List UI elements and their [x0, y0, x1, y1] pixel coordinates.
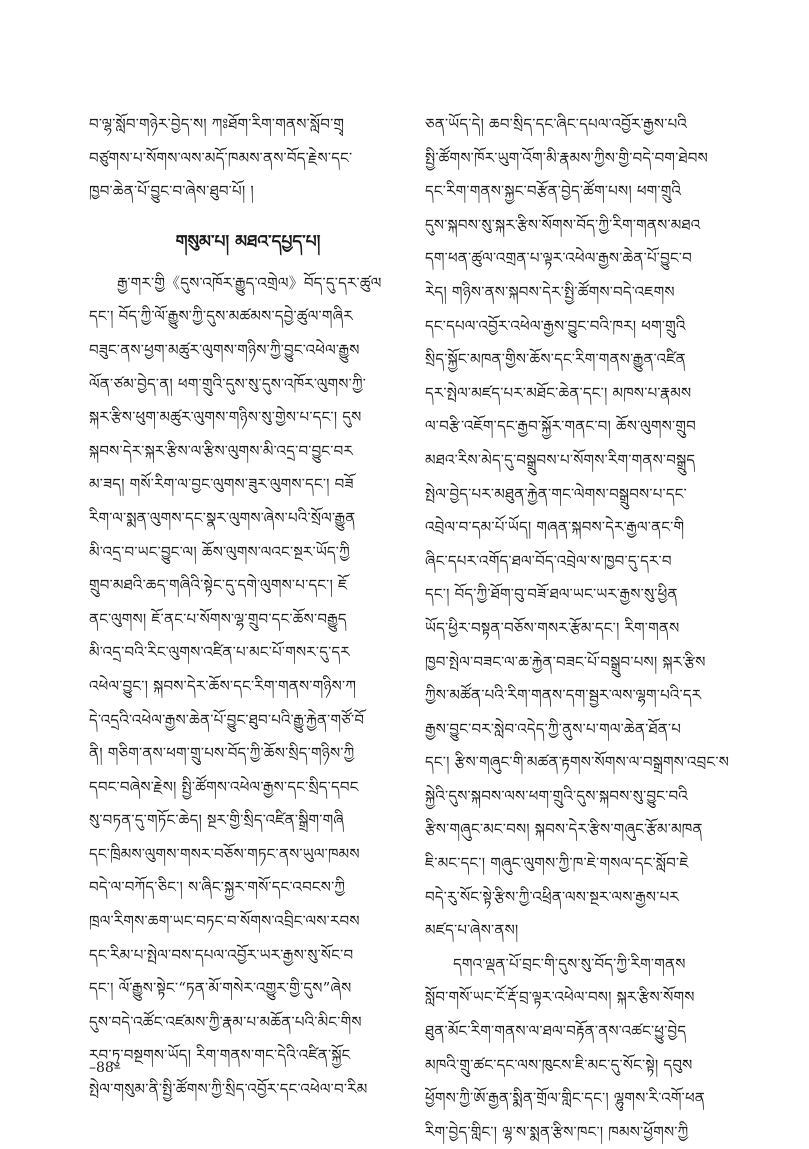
text-line: ཁྱབ་སྤེལ་བཟང་ལ་ཆ་རྐྱེན་བཟང་པོ་བསྒྲུབ་པས། སྐར་རྩིས: [425, 652, 706, 671]
text-line: དེ་འདྲའི་འཕེལ་རྒྱས་ཆེན་པོ་བྱུང་ཐུབ་པའི་རྒྱུ་རྐྱེན་གཙོ་བོ: [89, 710, 365, 729]
text-line: ཁྲལ་རིགས་ཆག་ཡང་བཏང་བ་སོགས་འབྲིང་ལས་རབས: [89, 912, 360, 931]
text-line: ནང་ལུགས། ཇོ་ནང་པ་སོགས་ལྷ་གྲུབ་དང་ཆོས་བརྒྱུད: [89, 609, 347, 628]
text-line: དབང་བཞེས་རྗེས། སྤྱི་ཚོགས་འཕེལ་རྒྱས་དང་སྲིད་དབང: [89, 777, 359, 796]
text-line: ནི། གཅིག་ནས་ཕག་གྲུ་པས་བོད་ཀྱི་ཆོས་སྲིད་གཉིས་ཀྱི: [89, 744, 355, 763]
text-line: དང་། རྩིས་གཞུང་གི་མཚན་རྟགས་སོགས་ལ་བསྒྲགས་འབྲང་ས: [425, 753, 730, 772]
text-line: བཙུགས་པ་སོགས་ལས་མདོ་ཁམས་ནས་བོད་རྗེས་དང་: [89, 148, 353, 167]
text-line: དང་དཔལ་འབྱོར་འཕེལ་རྒྱས་བྱུང་བའི་ཁར། ཕག་གྲུའི: [425, 316, 686, 335]
text-line: ལ་བརྩི་འཇོག་དང་རྒྱབ་སྐྱོར་གནང་བ། ཆོས་ལུགས་གྲུབ: [425, 417, 696, 436]
text-line: དང་རིག་གནས་སྐྱང་བརྩོན་བྱེད་ཚོག་པས། ཕག་གྲུའི: [425, 182, 682, 201]
text-line: མཛད་པ་ཞེས་ནས།: [425, 921, 519, 940]
text-line: གྲུབ་མཐའི་ཆད་གཞིའི་སྟེང་དུ་དགེ་ལུགས་པ་དང་། ཇོ: [89, 576, 348, 595]
text-line: དང་རིམ་པ་སྤེལ་བས་དཔལ་འབྱོར་ཡར་རྒྱས་སུ་སོང་བ: [89, 945, 354, 964]
text-line: དང་། བོད་ཀྱི་ཐོག་བུ་བཟོ་ཐལ་ཡང་ཡར་རྒྱས་སུ་ཕྱིན: [425, 585, 678, 604]
text-line: ཅན་ཡོད་དེ། ཆབ་སྲིད་དང་ཞིང་དཔལ་འབྱོར་རྒྱས་པའི: [425, 115, 688, 133]
text-line: རབ་ཏུ་བསྔགས་ཡོད། རིག་གནས་གང་དེའི་འཛིན་སྐྱོང: [89, 1046, 351, 1065]
text-line: རྒྱས་བྱུང་བར་སླེབ་འདེད་ཀྱི་ནུས་པ་གལ་ཆེན་ཐོན་པ: [425, 719, 682, 738]
text-line: དགའ་ལྡན་པོ་བྲང་གི་དུས་སུ་བོད་ཀྱི་རིག་གནས: [453, 954, 686, 973]
text-line: ཞིང་དཔར་འགོད་ཐལ་བོད་འབྲེལ་ས་ཁྱབ་དུ་དར་བ: [425, 551, 672, 570]
text-line: དག་ཕན་ཚུལ་འགྲན་པ་ལྟར་འཕེལ་རྒྱས་ཆེན་པོ་བྱུང་བ: [425, 249, 692, 268]
section-heading: གསུམ་པ། མཐའ་དཔྱད་པ།: [175, 231, 321, 252]
text-line: མ་ཟད། གསོ་རིག་ལ་བྱང་ལུགས་ཟུར་ལུགས་དང་། བཟོ: [89, 475, 354, 494]
right-column: [425, 108, 743, 1149]
text-line: མི་འདྲ་བ་ཡང་བྱུང་ལ། ཆོས་ལུགས་ལའང་སྔར་ཡོད་ཀྱི: [89, 542, 350, 561]
text-line: རྒྱ་གར་གྱི《དུས་འཁོར་རྒྱུད་འགྲེལ》བོད་དུ་དར་ཚུལ: [117, 273, 382, 292]
text-line: དར་སྤེལ་མཛད་པར་མཐོང་ཆེན་དང་། མཁས་པ་རྣམས: [425, 383, 692, 402]
text-line: མཁའི་གྲུ་ཚང་དང་ལས་ཁུངས་ཇི་མང་དུ་སོང་སྟེ། དབུས: [425, 1055, 693, 1074]
text-line: བཟུང་ནས་ཕྱག་མཚུར་ལུགས་གཉིས་ཀྱི་བྱུང་འཕེལ་རྒྱུས: [89, 340, 360, 359]
text-line: དུས་བདེ་འཚོང་འཛམས་ཀྱི་རྣམ་པ་མཆོན་པའི་མིང་གིས: [89, 1012, 362, 1031]
left-column: [89, 108, 407, 1107]
text-line: དང་། ལོ་རྒྱུས་སྟེང་“ཏན་མོ་གསེར་འགྱུར་གྱི་དུས”ཞེས: [89, 979, 352, 998]
text-line: སྲིད་སྐྱོང་མཁན་གྱིས་ཆོས་དང་རིག་གནས་རྒྱུན་འཛིན: [425, 350, 686, 369]
text-line: ཐུན་མོང་རིག་གནས་ལ་ཐལ་བརྟོན་ནས་འཚང་ཕྱུ་བྱེད: [425, 1022, 687, 1041]
text-line: སུ་བཏན་དུ་གཏོང་ཆེད། སྔར་གྱི་སྲིད་འཛིན་སྒྲིག་གཞི: [89, 811, 345, 830]
text-line: མཐའ་རིས་མེད་དུ་བསྒྲུབས་པ་སོགས་རིག་གནས་བསྒྲུད: [425, 450, 696, 469]
text-line: དུས་སྐབས་སུ་སྐར་རྩིས་སོགས་བོད་ཀྱི་རིག་གནས་མཐའ: [425, 215, 701, 234]
text-line: སྤེལ་བྱེད་པར་མཐུན་རྐྱེན་གང་ལེགས་བསྒྲུབས་པ་དང་: [425, 484, 687, 503]
text-line: སློབ་གསོ་ཡང་ངོ་རྡོ་བྲ་ལྟར་འཕེལ་བས། སྐར་རྩིས་སོགས: [425, 988, 695, 1007]
text-line: བདེ་རུ་སོང་སྟེ་རྩིས་ཀྱི་འཕྲིན་ལས་སྔར་ལས་རྒྱས་པར: [425, 887, 679, 906]
text-line: མི་འདྲ་བའི་རིང་ལུགས་འཛིན་པ་མང་པོ་གསར་དུ་དར: [89, 643, 350, 662]
text-line: རིག་ལ་སྨན་ལུགས་དང་སྣར་ལུགས་ཞེས་པའི་སྲོལ་རྒྱུན: [89, 508, 356, 527]
text-line: ཕྱོགས་ཀྱི་ཨོ་རྒྱན་སྨིན་གྲོལ་གླིང་དང་། ལྷུགས་རི་འགོ་ཕན: [425, 1089, 705, 1108]
text-line: སྐྱེའི་དུས་སྐབས་ལས་ཕག་གྲུའི་དུས་སྐབས་སུ་བྱུང་བའི: [425, 786, 688, 805]
text-line: སྤེལ་གསུམ་ནི་སྤྱི་ཚོགས་ཀྱི་སྲིད་འབྱོར་དང་འཕེལ་བ་རིམ: [89, 1080, 368, 1099]
text-line: འབྲེལ་བ་དམ་པོ་ཡོད། གཞན་སྐབས་དེར་རྒྱལ་ནང་གི: [425, 518, 685, 537]
text-line: ཇི་མང་དང་། གཞུང་ལུགས་ཀྱི་ཁ་ཇེ་གསལ་དང་སློབ་ཇེ: [425, 854, 689, 873]
text-line: བདེ་ལ་བཀོད་ཅིང་། ས་ཞིང་སྐྱར་གསོ་དང་འབངས་ཀྱི: [89, 878, 346, 897]
page-number: –88–: [89, 1060, 121, 1076]
text-line: འཕེལ་བྱུང་། སྐབས་དེར་ཆོས་དང་རིག་གནས་གཉིས་ཀ: [89, 676, 357, 695]
text-line: སྤྱི་ཚོགས་ཁོར་ཡུག་འོག་མི་རྣམས་ཀྱིས་གྱི་བདེ་བག་ཐེབས: [425, 148, 708, 167]
text-line: རེད། གཉིས་ནས་སྐབས་དེར་སྤྱི་ཚོགས་བདེ་འཇགས: [425, 282, 675, 301]
text-line: ཁྱབ་ཆེན་པོ་བྱུང་བ་ཞེས་ཐུབ་པོ། །: [89, 182, 254, 201]
text-line: བ་ལྷ་སློབ་གཉེར་བྱེད་ས། ཀཿཐོག་རིག་གནས་སློབ་གྲྭ: [89, 115, 345, 133]
text-line: ཀྱིས་མཚོན་པའི་རིག་གནས་དག་སྦྱར་ལས་ལྷག་པའི་དར: [425, 686, 702, 705]
text-line: ཡོད་ཕྱིར་བསྟན་བཅོས་གསར་རྩོམ་དང་། རིག་གནས: [425, 618, 680, 637]
text-line: ལོན་ཙམ་བྱེད་ན། ཕག་གྲུའི་དུས་སུ་དུས་འཁོར་ལུགས་ཀྱི་: [89, 374, 367, 393]
text-line: དང་། བོད་ཀྱི་ལོ་རྒྱུས་ཀྱི་དུས་མཚམས་དབྱེ་ཚུལ་གཞིར: [89, 307, 353, 326]
text-line: སྐར་རྩིས་ཕུག་མཚུར་ལུགས་གཉིས་སུ་གྱེས་པ་དང་། དུས: [89, 408, 362, 427]
text-line: རྩིས་གཞུང་མང་བས། སྐབས་དེར་རྩིས་གཞུང་རྩོམ་མཁན: [425, 820, 703, 839]
text-line: རིག་བྱེད་གླིང་། ལྷ་ས་སྨན་རྩིས་ཁང་། ཁམས་ཕྱོགས་ཀྱི: [425, 1122, 689, 1141]
text-line: སྐབས་དེར་སྐར་རྩིས་ལ་རྩིས་ལུགས་མི་འདྲ་བ་བྱུང་བར: [89, 441, 353, 460]
text-line: དང་ཁྲིམས་ལུགས་གསར་བཅོས་གཏང་ནས་ཡུལ་ཁམས: [89, 844, 360, 863]
